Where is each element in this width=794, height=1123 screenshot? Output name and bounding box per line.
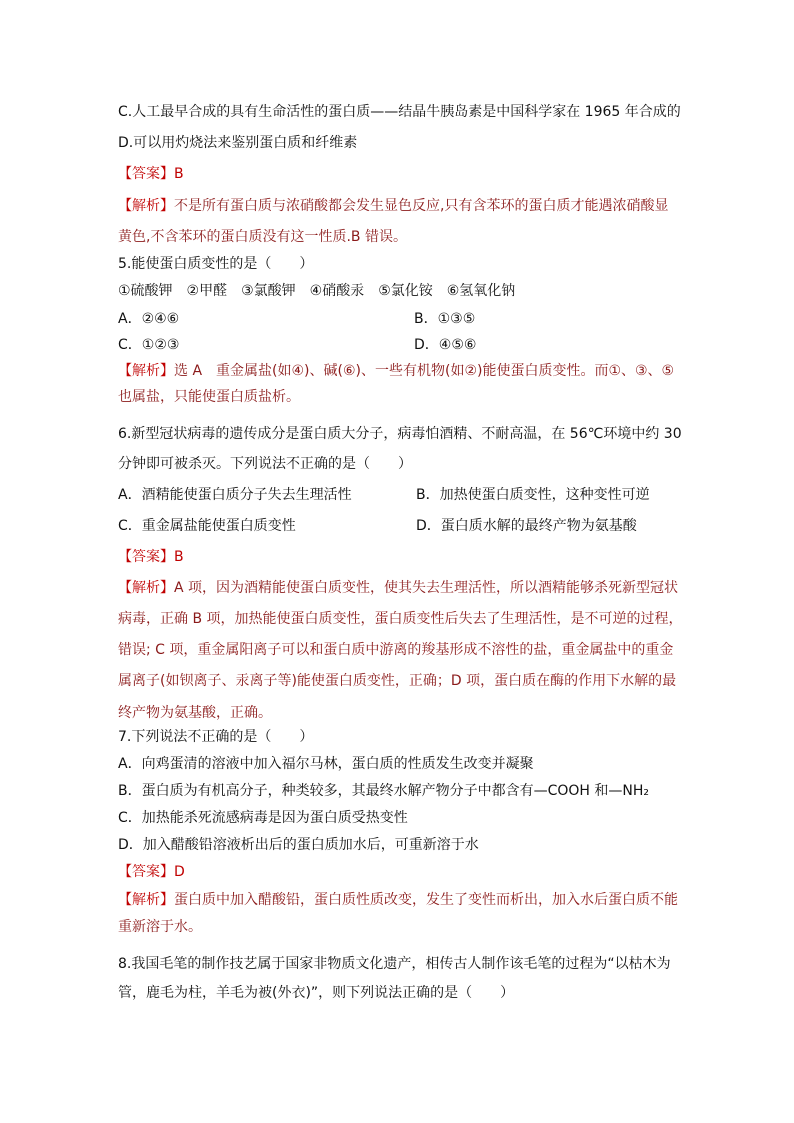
q7-option-a: A．向鸡蛋清的溶液中加入福尔马林，蛋白质的性质发生改变并凝聚: [118, 756, 534, 772]
analysis-tag: 【解析】: [118, 580, 174, 596]
answer-tag: 【答案】: [118, 166, 174, 182]
q5-items: ①硫酸钾 ②甲醛 ③氯酸钾 ④硝酸汞 ⑤氯化铵 ⑥氢氧化钠: [118, 283, 516, 299]
answer-tag: 【答案】: [118, 864, 174, 880]
question-7: 7.下列说法不正确的是（ ）: [118, 729, 314, 745]
q5-option-b: B．①③⑤: [414, 311, 476, 327]
q7-option-d: D．加入醋酸铅溶液析出后的蛋白质加水后，可重新溶于水: [118, 837, 479, 853]
q6-option-b: B．加热使蛋白质变性，这种变性可逆: [416, 487, 650, 503]
answer-tag: 【答案】: [118, 549, 174, 565]
q5-option-c: C．①②③: [118, 337, 180, 353]
question-6-line2: 分钟即可被杀灭。下列说法不正确的是（ ）: [118, 456, 412, 472]
answer-value: B: [174, 166, 184, 182]
answer-q6: [118, 547, 184, 567]
analysis-q7-line2: 重新溶于水。: [118, 919, 202, 935]
q6-option-d: D．蛋白质水解的最终产物为氨基酸: [416, 518, 637, 534]
analysis-tag: 【解析】: [118, 198, 174, 214]
q6-option-c: C．重金属盐能使蛋白质变性: [118, 518, 296, 534]
question-6-line1: 6.新型冠状病毒的遗传成分是蛋白质大分子，病毒怕酒精、不耐高温，在 56℃环境中约 30: [118, 426, 682, 442]
analysis-q7-line1: [118, 890, 678, 910]
analysis-q4-line1: [118, 196, 668, 216]
analysis-q6-line3: 错误; C 项，重金属阳离子可以和蛋白质中游离的羧基形成不溶性的盐，重金属盐中的重金: [118, 642, 674, 658]
q7-option-b: B．蛋白质为有机高分子，种类较多，其最终水解产物分子中都含有—COOH 和—NH₂: [118, 783, 650, 799]
question-8-line2: 管，鹿毛为柱，羊毛为被(外衣)”，则下列说法正确的是（ ）: [118, 985, 515, 1001]
answer-value: D: [174, 864, 185, 880]
analysis-text: 不是所有蛋白质与浓硝酸都会发生显色反应,只有含苯环的蛋白质才能遇浓硝酸显: [174, 198, 669, 214]
q6-option-a: A．酒精能使蛋白质分子失去生理活性: [118, 487, 352, 503]
analysis-q4-line2: 黄色,不含苯环的蛋白质没有这一性质.B 错误。: [118, 229, 407, 245]
question-8-line1: 8.我国毛笔的制作技艺属于国家非物质文化遗产，相传古人制作该毛笔的过程为“以枯木为: [118, 956, 671, 972]
analysis-q6-line5: 终产物为氨基酸，正确。: [118, 705, 272, 721]
analysis-text: A 项，因为酒精能使蛋白质变性，使其失去生理活性，所以酒精能够杀死新型冠状: [174, 580, 679, 596]
analysis-tag: 【解析】: [118, 892, 174, 908]
analysis-text: 蛋白质中加入醋酸铅，蛋白质性质改变，发生了变性而析出，加入水后蛋白质不能: [174, 892, 678, 908]
q7-option-c: C．加热能杀死流感病毒是因为蛋白质受热变性: [118, 810, 408, 826]
analysis-q6-line4: 属离子(如钡离子、汞离子等)能使蛋白质变性，正确；D 项，蛋白质在酶的作用下水解的最: [118, 673, 677, 689]
answer-q7: [118, 862, 185, 882]
answer-q4: [118, 164, 184, 184]
analysis-q5-line2: 也属盐，只能使蛋白质盐析。: [118, 389, 300, 405]
analysis-q6-line1: [118, 578, 678, 598]
q5-option-a: A．②④⑥: [118, 311, 180, 327]
analysis-tag: 【解析】: [118, 363, 174, 379]
question-5: 5.能使蛋白质变性的是（ ）: [118, 256, 314, 272]
analysis-text: 选 A 重金属盐(如④)、碱(⑥)、一些有机物(如②)能使蛋白质变性。而①、③、⑤: [174, 363, 675, 379]
q5-option-d: D．④⑤⑥: [414, 337, 477, 353]
option-d-q4: D.可以用灼烧法来鉴别蛋白质和纤维素: [118, 135, 358, 151]
answer-value: B: [174, 549, 184, 565]
analysis-q5-line1: [118, 361, 674, 381]
option-c-q4: C.人工最早合成的具有生命活性的蛋白质——结晶牛胰岛素是中国科学家在 1965 年合成的: [118, 104, 681, 120]
analysis-q6-line2: 病毒，正确 B 项，加热能使蛋白质变性，蛋白质变性后失去了生理活性，是不可逆的过程，: [118, 611, 683, 627]
